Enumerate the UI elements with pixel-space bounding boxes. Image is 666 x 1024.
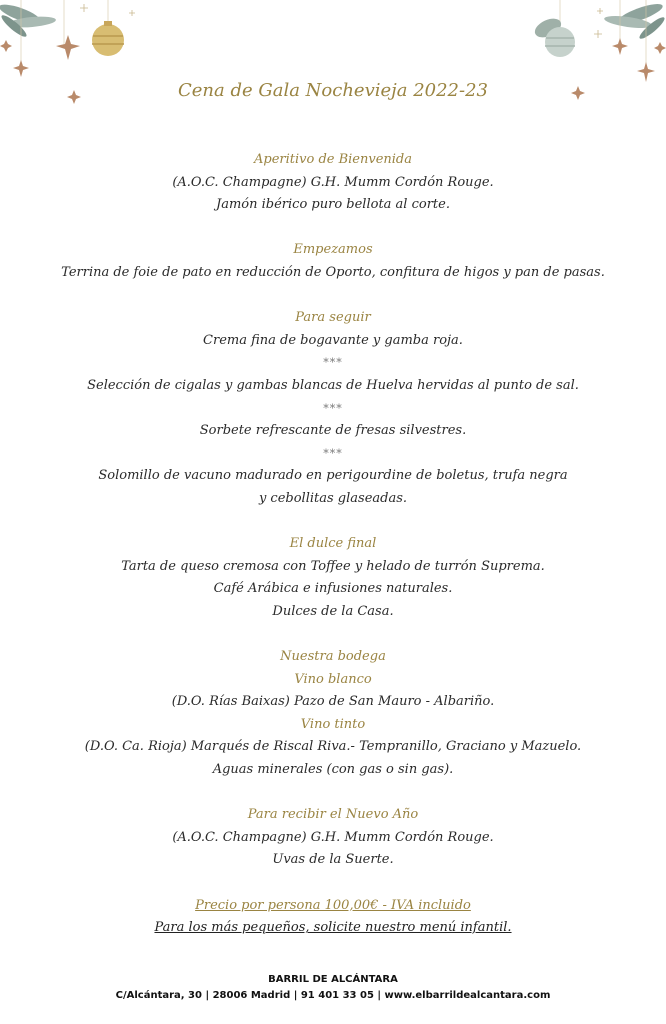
restaurant-name: BARRIL DE ALCÁNTARA — [268, 974, 398, 985]
menu-item: Tarta de queso cremosa con Toffee y helado de turrón Suprema. — [121, 558, 545, 574]
footer — [0, 972, 666, 1004]
section-heading-bodega: Nuestra bodega — [280, 649, 386, 665]
subheading-vino-tinto: Vino tinto — [300, 716, 366, 732]
menu-item: Solomillo de vacuno madurado en perigourdine de boletus, trufa negra — [98, 468, 568, 484]
section-heading-nuevo-ano: Para recibir el Nuevo Año — [247, 807, 419, 823]
menu-item: Terrina de foie de pato en reducción de Oporto, confitura de higos y pan de pasas. — [61, 264, 605, 280]
menu-item: Uvas de la Suerte. — [272, 852, 394, 868]
leaf-branch-left-icon — [0, 1, 56, 40]
restaurant-address: C/Alcántara, 30 | 28006 Madrid | 91 401 33 05 | www.elbarrildealcantara.com — [115, 990, 551, 1001]
snowflake-icon — [80, 4, 135, 16]
menu-item: Selección de cigalas y gambas blancas de Huelva hervidas al punto de sal. — [87, 377, 579, 393]
section-heading-dulce: El dulce final — [289, 536, 377, 552]
menu-body — [0, 149, 666, 940]
ornament-ball-silver-icon — [532, 15, 575, 57]
menu-item: Jamón ibérico puro bellota al corte. — [216, 197, 450, 213]
menu-item: (A.O.C. Champagne) G.H. Mumm Cordón Rouge. — [172, 174, 494, 190]
snowflake-icon — [594, 8, 603, 38]
menu-item: (D.O. Ca. Rioja) Marqués de Riscal Riva.- Tempranillo, Graciano y Mazuelo. — [84, 739, 582, 755]
menu-item: (D.O. Rías Baixas) Pazo de San Mauro - Albariño. — [171, 694, 495, 710]
separator: *** — [323, 446, 343, 460]
leaf-branch-right-icon — [604, 0, 666, 41]
menu-item: (A.O.C. Champagne) G.H. Mumm Cordón Rouge. — [172, 829, 494, 845]
price-line: Precio por persona 100,00€ - IVA incluido — [195, 897, 471, 913]
menu-item: Aguas minerales (con gas o sin gas). — [212, 762, 454, 778]
menu-title: Cena de Gala Nochevieja 2022-23 — [177, 80, 488, 101]
section-heading-aperitivo: Aperitivo de Bienvenida — [253, 152, 413, 167]
menu-item: Crema fina de bogavante y gamba roja. — [203, 332, 463, 348]
menu-item: Sorbete refrescante de fresas silvestres. — [199, 423, 467, 439]
section-heading-empezamos: Empezamos — [293, 242, 373, 258]
ornament-ball-gold-icon — [92, 21, 124, 56]
menu-item: Café Arábica e infusiones naturales. — [213, 581, 453, 597]
menu-item: Dulces de la Casa. — [272, 603, 394, 619]
menu-item: y cebollitas glaseadas. — [258, 490, 408, 506]
kids-menu-note: Para los más pequeños, solicite nuestro menú infantil. — [154, 920, 512, 936]
subheading-vino-blanco: Vino blanco — [294, 671, 372, 687]
section-heading-para-seguir: Para seguir — [295, 310, 371, 326]
separator: *** — [323, 401, 343, 415]
separator: *** — [323, 356, 343, 370]
